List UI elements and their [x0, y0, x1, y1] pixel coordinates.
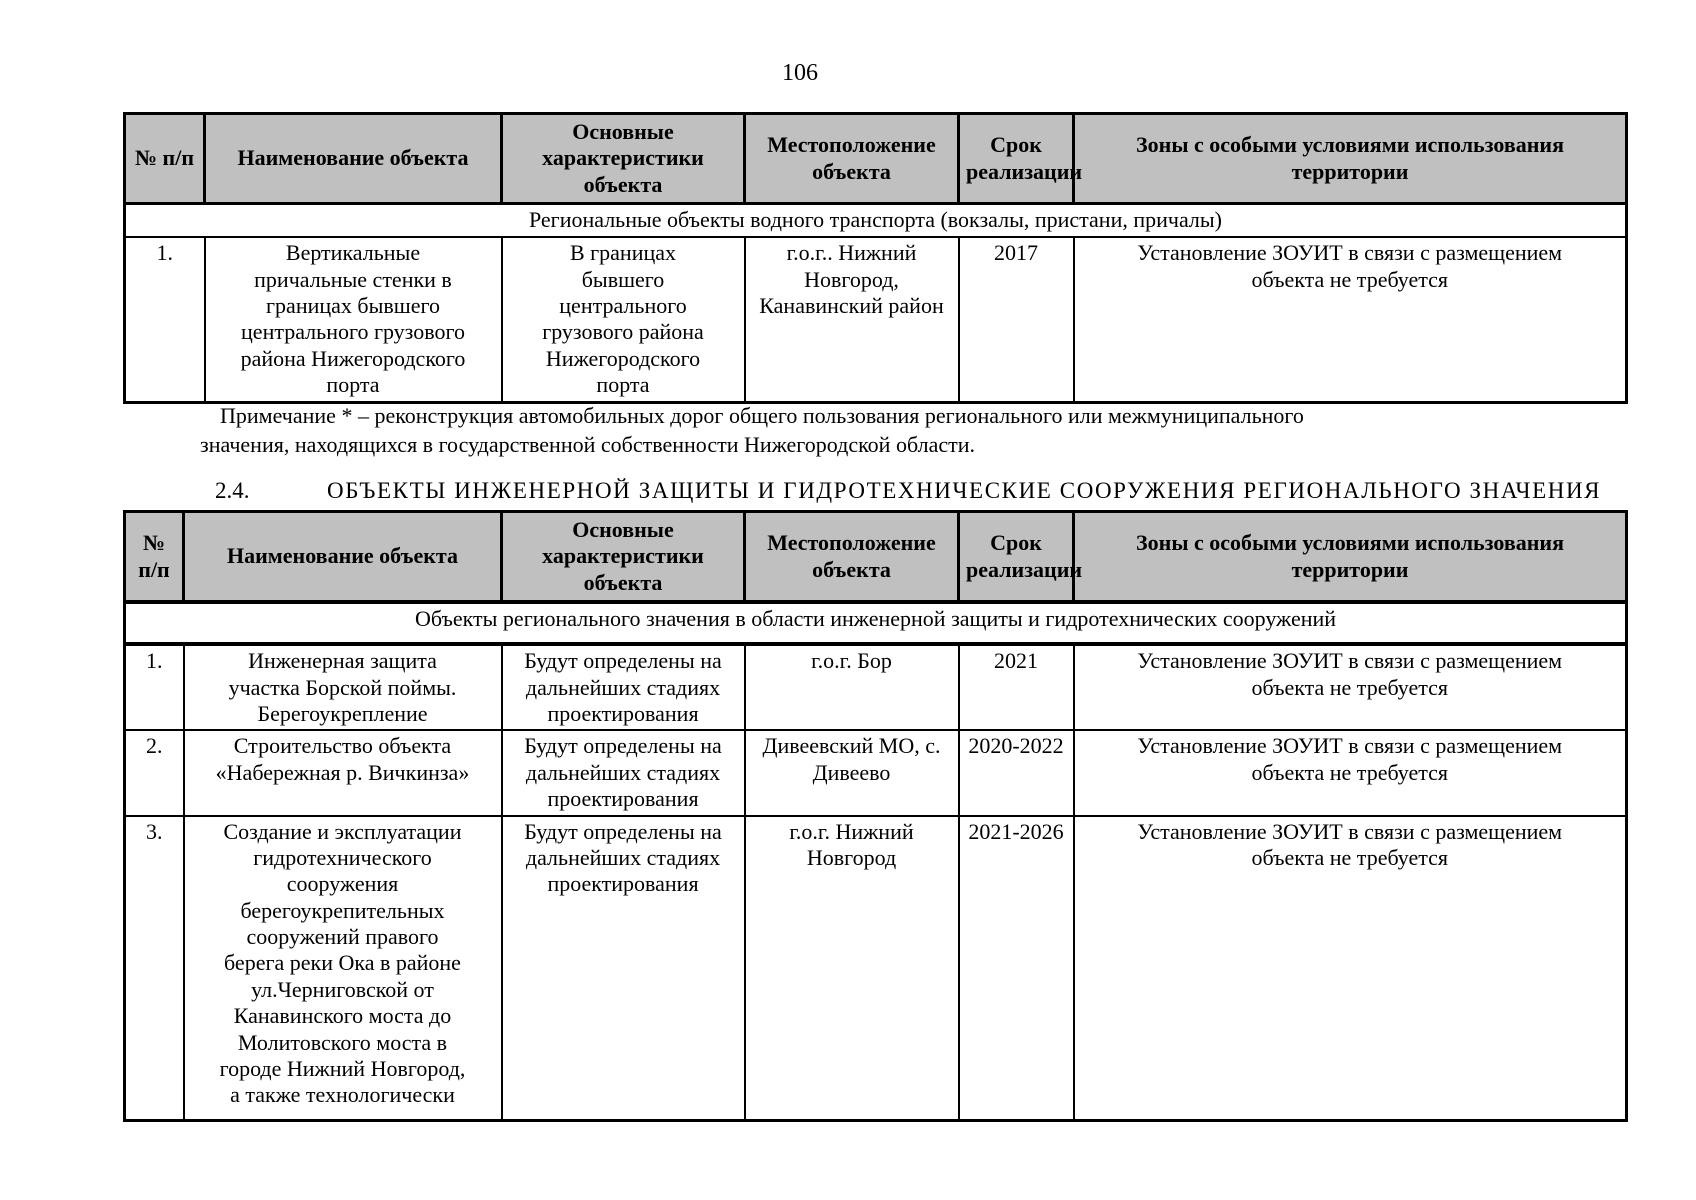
table-header-row — [125, 114, 1627, 204]
cell-location: г.о.г. Бор — [745, 644, 959, 730]
header-num: № п/п — [125, 512, 184, 603]
header-location: Местоположение объекта — [745, 512, 959, 603]
cell-location: Дивеевский МО, с. Дивеево — [745, 730, 959, 815]
header-zones: Зоны с особыми условиями использования территории — [1074, 114, 1627, 204]
cell-zones: Установление ЗОУИТ в связи с размещением объекта не требуется — [1074, 237, 1627, 402]
table-section-row — [125, 204, 1627, 238]
section-title: Объекты регионального значения в области инженерной защиты и гидротехнических сооружений — [125, 602, 1627, 644]
header-object-name: Наименование объекта — [205, 114, 502, 204]
cell-characteristics: В границах бывшего центрального грузового района Нижегородского порта — [502, 237, 745, 402]
cell-term: 2017 — [959, 237, 1074, 402]
footnote-text: Примечание * – реконструкция автомобильных дорог общего пользования регионального или межмуниципального значения, находящихся в государственной собственности Нижегородской области. — [200, 403, 1304, 457]
section-heading-title: ОБЪЕКТЫ ИНЖЕНЕРНОЙ ЗАЩИТЫ И ГИДРОТЕХНИЧЕСКИЕ СООРУЖЕНИЯ РЕГИОНАЛЬНОГО ЗНАЧЕНИЯ — [327, 478, 1602, 503]
cell-term: 2021 — [959, 644, 1074, 730]
header-location: Местоположение объекта — [745, 114, 959, 204]
water-transport-objects-table — [123, 112, 1628, 404]
table-row — [125, 644, 1627, 730]
cell-zones: Установление ЗОУИТ в связи с размещением объекта не требуется — [1074, 816, 1627, 1121]
cell-characteristics: Будут определены на дальнейших стадиях проектирования — [502, 644, 745, 730]
cell-term: 2021-2026 — [959, 816, 1074, 1121]
cell-num: 1. — [125, 644, 184, 730]
header-term: Срок реализации — [959, 512, 1074, 603]
header-characteristics: Основные характеристики объекта — [502, 512, 745, 603]
engineering-protection-objects-table — [123, 510, 1628, 1122]
header-characteristics: Основные характеристики объекта — [502, 114, 745, 204]
cell-characteristics: Будут определены на дальнейших стадиях проектирования — [502, 816, 745, 1121]
table-section-row — [125, 602, 1627, 644]
cell-num: 2. — [125, 730, 184, 815]
table-header-row — [125, 512, 1627, 603]
cell-location: г.о.г.. Нижний Новгород, Канавинский район — [745, 237, 959, 402]
cell-term: 2020-2022 — [959, 730, 1074, 815]
header-zones: Зоны с особыми условиями использования территории — [1074, 512, 1627, 603]
cell-object-name: Строительство объекта «Набережная р. Вичкинза» — [184, 730, 502, 815]
header-object-name: Наименование объекта — [184, 512, 502, 603]
table-row — [125, 730, 1627, 815]
section-title: Региональные объекты водного транспорта (вокзалы, пристани, причалы) — [125, 204, 1627, 238]
cell-characteristics: Будут определены на дальнейших стадиях проектирования — [502, 730, 745, 815]
cell-num: 1. — [125, 237, 205, 402]
section-heading — [215, 478, 1655, 504]
header-num: № п/п — [125, 114, 205, 204]
cell-zones: Установление ЗОУИТ в связи с размещением объекта не требуется — [1074, 644, 1627, 730]
header-term: Срок реализации — [959, 114, 1074, 204]
page-number: 106 — [782, 60, 818, 86]
table-row — [125, 237, 1627, 402]
cell-zones: Установление ЗОУИТ в связи с размещением объекта не требуется — [1074, 730, 1627, 815]
table-row — [125, 816, 1627, 1121]
cell-object-name: Создание и эксплуатации гидротехнического сооружения берегоукрепительных сооружений правого берега реки Ока в районе ул.Черниговской от Канавинского моста до Молитовского моста в городе Нижний Новгород, а также технологически — [184, 816, 502, 1121]
cell-object-name: Инженерная защита участка Борской поймы. Берегоукрепление — [184, 644, 502, 730]
cell-object-name: Вертикальные причальные стенки в границах бывшего центрального грузового района Нижегородского порта — [205, 237, 502, 402]
cell-location: г.о.г. Нижний Новгород — [745, 816, 959, 1121]
cell-num: 3. — [125, 816, 184, 1121]
section-heading-number: 2.4. — [215, 478, 250, 503]
